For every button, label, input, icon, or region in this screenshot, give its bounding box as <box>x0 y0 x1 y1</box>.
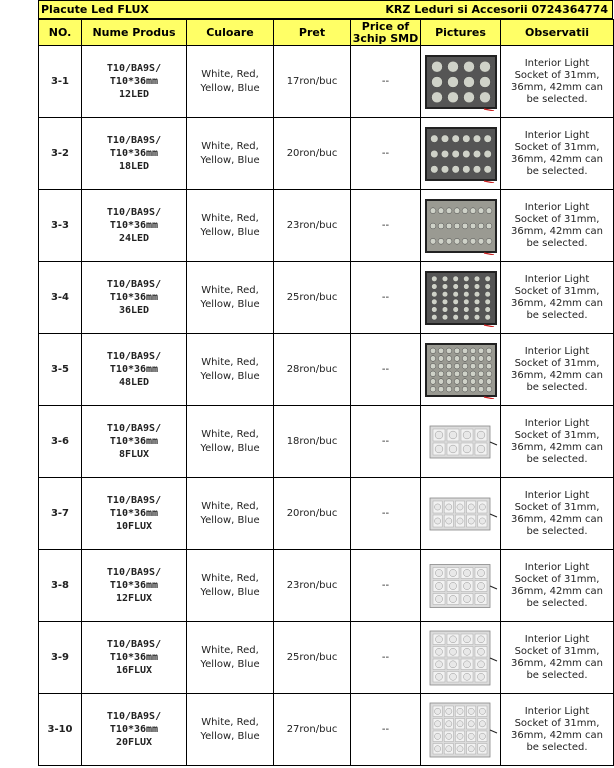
cell-picture <box>421 190 501 262</box>
cell-picture <box>421 550 501 622</box>
product-led-count: 24LED <box>118 233 150 244</box>
cell-color <box>187 550 274 622</box>
color-line2: Yellow, Blue <box>200 730 260 742</box>
notes-line3: 36mm, 42mm can <box>511 225 603 237</box>
notes-line1: Interior Light <box>524 345 590 357</box>
product-size: T10*36mm <box>109 220 159 231</box>
table-row <box>39 550 614 622</box>
product-socket: T10/BA9S/ <box>106 639 162 650</box>
notes-line4: be selected. <box>526 93 588 105</box>
cell-price <box>274 46 351 118</box>
price-value: 25ron/buc <box>286 292 338 303</box>
sheet-title: Placute Led FLUX <box>41 3 149 16</box>
cell-name <box>82 190 187 262</box>
color-line2: Yellow, Blue <box>200 226 260 238</box>
cell-notes <box>501 694 614 766</box>
notes-line4: be selected. <box>526 597 588 609</box>
led-panel-48-image <box>424 341 498 399</box>
cell-price <box>274 406 351 478</box>
product-number: 3-3 <box>50 220 70 231</box>
cell-price <box>274 334 351 406</box>
price-sheet <box>38 0 613 768</box>
header-color: Culoare <box>187 20 274 46</box>
notes-line2: Socket of 31mm, <box>514 69 600 81</box>
product-number: 3-8 <box>50 580 70 591</box>
color-line2: Yellow, Blue <box>200 442 260 454</box>
table-row <box>39 406 614 478</box>
led-panel-18-image <box>424 125 498 183</box>
color-line1: White, Red, <box>201 284 259 296</box>
product-led-count: 36LED <box>118 305 150 316</box>
notes-line3: 36mm, 42mm can <box>511 729 603 741</box>
header-name: Nume Produs <box>82 20 187 46</box>
table-row <box>39 46 614 118</box>
led-panel-24-image <box>424 197 498 255</box>
notes-line3: 36mm, 42mm can <box>511 153 603 165</box>
color-line2: Yellow, Blue <box>200 658 260 670</box>
product-size: T10*36mm <box>109 508 159 519</box>
price-value: 28ron/buc <box>286 364 338 375</box>
notes-line3: 36mm, 42mm can <box>511 513 603 525</box>
product-led-count: 8FLUX <box>118 449 150 460</box>
cell-price <box>274 622 351 694</box>
cell-smd-price <box>351 190 421 262</box>
color-line1: White, Red, <box>201 356 259 368</box>
header-pictures: Pictures <box>421 20 501 46</box>
cell-notes <box>501 190 614 262</box>
cell-color <box>187 118 274 190</box>
table-row <box>39 118 614 190</box>
header-notes: Observatii <box>501 20 614 46</box>
cell-no <box>39 478 82 550</box>
table-row <box>39 478 614 550</box>
smd-price-value: -- <box>381 364 390 375</box>
notes-line1: Interior Light <box>524 201 590 213</box>
color-line2: Yellow, Blue <box>200 298 260 310</box>
notes-line3: 36mm, 42mm can <box>511 369 603 381</box>
price-value: 25ron/buc <box>286 652 338 663</box>
color-line2: Yellow, Blue <box>200 514 260 526</box>
cell-no <box>39 622 82 694</box>
cell-picture <box>421 262 501 334</box>
cell-color <box>187 190 274 262</box>
notes-line4: be selected. <box>526 525 588 537</box>
cell-color <box>187 478 274 550</box>
color-line2: Yellow, Blue <box>200 586 260 598</box>
product-socket: T10/BA9S/ <box>106 711 162 722</box>
cell-color <box>187 262 274 334</box>
table-row <box>39 694 614 766</box>
cell-price <box>274 262 351 334</box>
price-value: 27ron/buc <box>286 724 338 735</box>
product-socket: T10/BA9S/ <box>106 351 162 362</box>
color-line1: White, Red, <box>201 428 259 440</box>
cell-smd-price <box>351 46 421 118</box>
cell-color <box>187 334 274 406</box>
cell-smd-price <box>351 550 421 622</box>
cell-no <box>39 406 82 478</box>
product-number: 3-10 <box>47 724 73 735</box>
cell-price <box>274 550 351 622</box>
notes-line2: Socket of 31mm, <box>514 141 600 153</box>
product-number: 3-2 <box>50 148 70 159</box>
product-size: T10*36mm <box>109 364 159 375</box>
notes-line4: be selected. <box>526 381 588 393</box>
cell-notes <box>501 262 614 334</box>
cell-picture <box>421 622 501 694</box>
cell-smd-price <box>351 262 421 334</box>
notes-line2: Socket of 31mm, <box>514 285 600 297</box>
flux-panel-8-image <box>424 413 498 471</box>
cell-picture <box>421 694 501 766</box>
header-row <box>39 20 614 46</box>
cell-notes <box>501 118 614 190</box>
product-led-count: 16FLUX <box>115 665 153 676</box>
smd-price-value: -- <box>381 580 390 591</box>
cell-smd-price <box>351 478 421 550</box>
cell-no <box>39 190 82 262</box>
price-value: 17ron/buc <box>286 76 338 87</box>
header-no: NO. <box>39 20 82 46</box>
product-size: T10*36mm <box>109 76 159 87</box>
flux-panel-12-image <box>424 557 498 615</box>
cell-name <box>82 478 187 550</box>
cell-smd-price <box>351 694 421 766</box>
product-number: 3-4 <box>50 292 70 303</box>
product-size: T10*36mm <box>109 580 159 591</box>
product-led-count: 10FLUX <box>115 521 153 532</box>
cell-smd-price <box>351 622 421 694</box>
cell-notes <box>501 550 614 622</box>
notes-line1: Interior Light <box>524 705 590 717</box>
color-line1: White, Red, <box>201 212 259 224</box>
product-socket: T10/BA9S/ <box>106 279 162 290</box>
cell-picture <box>421 334 501 406</box>
product-size: T10*36mm <box>109 148 159 159</box>
notes-line4: be selected. <box>526 669 588 681</box>
cell-no <box>39 694 82 766</box>
cell-no <box>39 334 82 406</box>
notes-line2: Socket of 31mm, <box>514 213 600 225</box>
notes-line3: 36mm, 42mm can <box>511 81 603 93</box>
product-led-count: 20FLUX <box>115 737 153 748</box>
color-line1: White, Red, <box>201 68 259 80</box>
table-row <box>39 334 614 406</box>
cell-name <box>82 694 187 766</box>
cell-smd-price <box>351 406 421 478</box>
notes-line1: Interior Light <box>524 273 590 285</box>
flux-panel-20-image <box>424 701 498 759</box>
product-socket: T10/BA9S/ <box>106 207 162 218</box>
notes-line1: Interior Light <box>524 417 590 429</box>
smd-price-value: -- <box>381 724 390 735</box>
cell-picture <box>421 46 501 118</box>
color-line1: White, Red, <box>201 140 259 152</box>
notes-line2: Socket of 31mm, <box>514 501 600 513</box>
product-led-count: 18LED <box>118 161 150 172</box>
cell-no <box>39 46 82 118</box>
cell-color <box>187 46 274 118</box>
cell-picture <box>421 118 501 190</box>
cell-name <box>82 622 187 694</box>
notes-line2: Socket of 31mm, <box>514 717 600 729</box>
notes-line1: Interior Light <box>524 561 590 573</box>
smd-price-value: -- <box>381 292 390 303</box>
cell-smd-price <box>351 334 421 406</box>
cell-no <box>39 118 82 190</box>
title-bar <box>38 0 613 19</box>
cell-price <box>274 118 351 190</box>
notes-line3: 36mm, 42mm can <box>511 585 603 597</box>
notes-line1: Interior Light <box>524 489 590 501</box>
cell-name <box>82 406 187 478</box>
header-smd-line1: Price of <box>361 19 410 33</box>
product-table <box>38 19 614 766</box>
product-socket: T10/BA9S/ <box>106 423 162 434</box>
cell-no <box>39 550 82 622</box>
table-row <box>39 190 614 262</box>
product-number: 3-9 <box>50 652 70 663</box>
smd-price-value: -- <box>381 220 390 231</box>
notes-line4: be selected. <box>526 309 588 321</box>
cell-name <box>82 262 187 334</box>
color-line1: White, Red, <box>201 716 259 728</box>
product-number: 3-1 <box>50 76 70 87</box>
smd-price-value: -- <box>381 652 390 663</box>
cell-notes <box>501 622 614 694</box>
notes-line1: Interior Light <box>524 57 590 69</box>
led-panel-36-image <box>424 269 498 327</box>
header-smd-price <box>351 20 421 46</box>
product-size: T10*36mm <box>109 652 159 663</box>
contact-info: KRZ Leduri si Accesorii 0724364774 <box>385 3 608 16</box>
cell-price <box>274 478 351 550</box>
cell-color <box>187 622 274 694</box>
notes-line3: 36mm, 42mm can <box>511 441 603 453</box>
notes-line2: Socket of 31mm, <box>514 357 600 369</box>
smd-price-value: -- <box>381 76 390 87</box>
cell-notes <box>501 46 614 118</box>
price-value: 23ron/buc <box>286 580 338 591</box>
notes-line4: be selected. <box>526 741 588 753</box>
header-price: Pret <box>274 20 351 46</box>
product-size: T10*36mm <box>109 724 159 735</box>
table-row <box>39 622 614 694</box>
product-socket: T10/BA9S/ <box>106 495 162 506</box>
color-line1: White, Red, <box>201 644 259 656</box>
color-line2: Yellow, Blue <box>200 154 260 166</box>
smd-price-value: -- <box>381 436 390 447</box>
notes-line2: Socket of 31mm, <box>514 429 600 441</box>
product-number: 3-6 <box>50 436 70 447</box>
smd-price-value: -- <box>381 508 390 519</box>
cell-price <box>274 694 351 766</box>
notes-line2: Socket of 31mm, <box>514 573 600 585</box>
notes-line4: be selected. <box>526 237 588 249</box>
color-line1: White, Red, <box>201 572 259 584</box>
cell-name <box>82 118 187 190</box>
color-line2: Yellow, Blue <box>200 370 260 382</box>
price-value: 18ron/buc <box>286 436 338 447</box>
price-value: 20ron/buc <box>286 508 338 519</box>
product-led-count: 12LED <box>118 89 150 100</box>
cell-smd-price <box>351 118 421 190</box>
price-value: 23ron/buc <box>286 220 338 231</box>
notes-line4: be selected. <box>526 453 588 465</box>
color-line1: White, Red, <box>201 500 259 512</box>
notes-line1: Interior Light <box>524 129 590 141</box>
cell-no <box>39 262 82 334</box>
product-number: 3-7 <box>50 508 70 519</box>
cell-name <box>82 334 187 406</box>
cell-name <box>82 46 187 118</box>
cell-notes <box>501 334 614 406</box>
notes-line3: 36mm, 42mm can <box>511 297 603 309</box>
cell-picture <box>421 478 501 550</box>
notes-line2: Socket of 31mm, <box>514 645 600 657</box>
table-row <box>39 262 614 334</box>
notes-line3: 36mm, 42mm can <box>511 657 603 669</box>
product-led-count: 12FLUX <box>115 593 153 604</box>
product-size: T10*36mm <box>109 292 159 303</box>
cell-notes <box>501 406 614 478</box>
smd-price-value: -- <box>381 148 390 159</box>
color-line2: Yellow, Blue <box>200 82 260 94</box>
cell-picture <box>421 406 501 478</box>
flux-panel-10-image <box>424 485 498 543</box>
cell-color <box>187 406 274 478</box>
product-socket: T10/BA9S/ <box>106 63 162 74</box>
cell-price <box>274 190 351 262</box>
product-number: 3-5 <box>50 364 70 375</box>
cell-notes <box>501 478 614 550</box>
product-socket: T10/BA9S/ <box>106 135 162 146</box>
cell-color <box>187 694 274 766</box>
product-led-count: 48LED <box>118 377 150 388</box>
notes-line1: Interior Light <box>524 633 590 645</box>
product-size: T10*36mm <box>109 436 159 447</box>
led-panel-12-image <box>424 53 498 111</box>
header-smd-line2: 3chip SMD <box>352 31 419 45</box>
price-value: 20ron/buc <box>286 148 338 159</box>
cell-name <box>82 550 187 622</box>
notes-line4: be selected. <box>526 165 588 177</box>
flux-panel-16-image <box>424 629 498 687</box>
product-socket: T10/BA9S/ <box>106 567 162 578</box>
